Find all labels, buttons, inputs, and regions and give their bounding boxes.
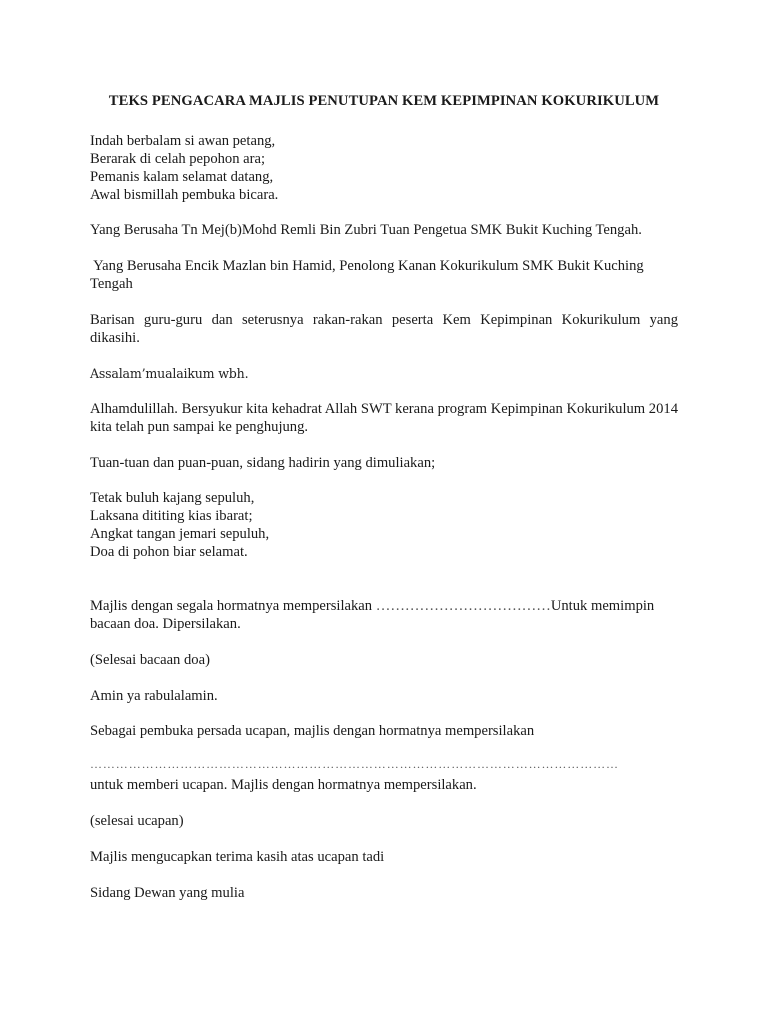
blank-dots: ……………………………… — [375, 598, 551, 614]
pantun-line: Awal bismillah pembuka bicara. — [90, 187, 279, 203]
pembuka-ucapan-text: Sebagai pembuka persada ucapan, majlis dengan hormatnya mempersilakan — [90, 723, 535, 739]
jemputan-doa — [90, 597, 678, 633]
alhamdulillah-paragraph: Alhamdulillah. Bersyukur kita kehadrat Allah SWT kerana program Kepimpinan Kokurikulum 2014 kita telah pun sampai ke penghujung. — [90, 401, 678, 435]
salam-text: Assalam’mualaikum wbh. — [90, 366, 249, 381]
pantun-line: Angkat tangan jemari sepuluh, — [90, 526, 270, 542]
untuk-ucapan-text: untuk memberi ucapan. Majlis dengan hormatnya mempersilakan. — [90, 777, 477, 793]
pantun-line: Berarak di celah pepohon ara; — [90, 151, 266, 167]
doa-pantun — [90, 489, 678, 561]
pantun-line: Laksana dititing kias ibarat; — [90, 508, 253, 524]
jemputan-doa-text-after: Untuk memimpin — [550, 598, 655, 614]
pantun-line: Tetak buluh kajang sepuluh, — [90, 490, 255, 506]
greeting-penolong-kanan — [90, 257, 678, 293]
pantun-line: Doa di pohon biar selamat. — [90, 544, 248, 560]
pantun-line: Pemanis kalam selamat datang, — [90, 169, 274, 185]
terima-kasih-text: Majlis mengucapkan terima kasih atas ucapan tadi — [90, 849, 385, 865]
selesai-doa-text: (Selesai bacaan doa) — [90, 652, 210, 668]
jemputan-doa-line: bacaan doa. Dipersilakan. — [90, 616, 241, 632]
tuan-puan-text: Tuan-tuan dan puan-puan, sidang hadirin yang dimuliakan; — [90, 455, 436, 471]
jemputan-doa-line — [90, 597, 678, 615]
amin-text: Amin ya rabulalamin. — [90, 688, 218, 704]
greeting-penolong-line: Tengah — [90, 276, 133, 292]
greeting-pengetua: Yang Berusaha Tn Mej(b)Mohd Remli Bin Zubri Tuan Pengetua SMK Bukit Kuching Tengah. — [90, 222, 642, 238]
opening-pantun — [90, 132, 678, 204]
sidang-dewan-text: Sidang Dewan yang mulia — [90, 885, 245, 901]
dotted-blank-line: …………………………………………………………………………………………………………… — [90, 757, 619, 771]
greeting-penolong-line: Yang Berusaha Encik Mazlan bin Hamid, Penolong Kanan Kokurikulum SMK Bukit Kuching — [90, 258, 644, 274]
jemputan-doa-text: Majlis dengan segala hormatnya mempersilakan — [90, 598, 376, 614]
selesai-ucapan-text: (selesai ucapan) — [90, 813, 184, 829]
document-title: TEKS PENGACARA MAJLIS PENUTUPAN KEM KEPIMPINAN KOKURIKULUM — [108, 93, 660, 109]
greeting-guru: Barisan guru-guru dan seterusnya rakan-rakan peserta Kem Kepimpinan Kokurikulum yang dikasihi. — [90, 312, 678, 346]
pantun-line: Indah berbalam si awan petang, — [90, 133, 276, 149]
